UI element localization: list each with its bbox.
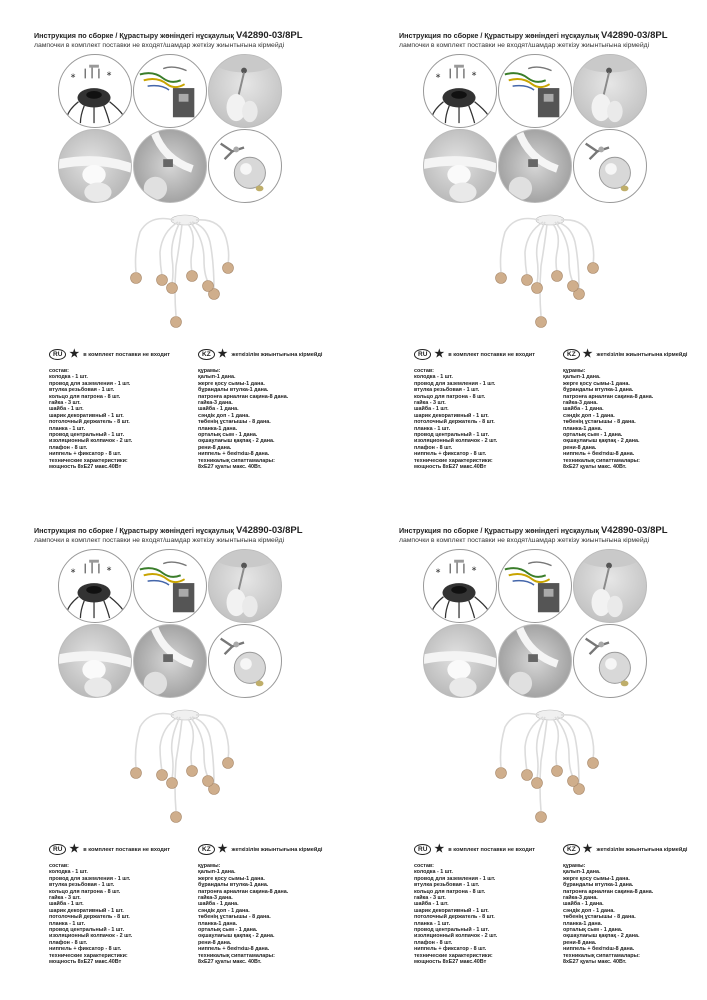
kz-parts-item: планка-1 дана. [198,920,238,927]
ru-parts-item: шайба - 1 шт. [49,901,84,908]
ru-parts-item: кольцо для патрона - 8 шт. [414,393,486,400]
ru-parts-item: провод центральный - 1 шт. [49,432,125,439]
bracket-icon [133,624,207,698]
canopy-closeup-icon [423,129,497,203]
kz-parts-list [198,368,288,471]
kz-parts-item: планка-1 дана. [563,920,603,927]
ru-parts-item: потолочный держатель - 8 шт. [414,419,495,426]
ru-parts-item: планка - 1 шт. [49,425,86,432]
canopy-assembly-icon [423,54,497,128]
title-text: Инструкция по сборке / Құрастыру жөніндегі нұсқаулық [399,526,599,535]
ru-parts-item: изоляционный колпачок - 2 шт. [414,933,498,940]
kz-parts-list [563,863,653,966]
kz-parts-item: төбенің ұстағышы - 8 дана. [198,914,271,921]
kz-parts-item: техникалық сипаттамалары: [198,952,275,959]
ru-parts-item: планка - 1 шт. [49,920,86,927]
kz-parts-item: техникалық сипаттамалары: [563,952,640,959]
kz-parts-item: рени-8 дана. [563,444,597,451]
rod-mount-icon [208,549,282,623]
ru-parts-item: ниппель + фиксатор - 8 шт. [49,946,122,953]
ru-parts-item: кольцо для патрона - 8 шт. [414,888,486,895]
kz-note [198,349,322,360]
kz-parts-item: орталық сым - 1 дана. [198,432,258,439]
wiring-icon [133,549,207,623]
kz-parts-item: сәндік доп - 1 дана. [563,907,615,914]
rod-mount-icon [573,549,647,623]
title-text: Инструкция по сборке / Құрастыру жөніндегі нұсқаулық [34,31,234,40]
ru-parts-list [49,368,132,471]
kz-note-text: жеткізілім жиынтығына кірмейді [231,846,323,853]
ru-parts-item: втулка резьбовая - 1 шт. [414,387,480,394]
canopy-assembly-icon [58,549,132,623]
kz-badge: KZ [198,844,215,855]
kz-badge: KZ [563,844,580,855]
kz-parts-item: ниппель + бекіткіш-8 дана. [563,451,635,458]
ru-parts-item: состав: [414,368,434,374]
ru-parts-item: плафон - 8 шт. [49,939,88,946]
instruction-title [399,30,668,41]
kz-parts-item: ниппель + бекіткіш-8 дана. [198,451,270,458]
asterisk-icon: ★ [582,348,593,360]
ru-parts-item: изоляционный колпачок - 2 шт. [49,438,133,445]
kz-parts-item: шайба - 1 дана. [563,901,604,908]
ru-parts-item: гайка - 3 шт. [49,400,81,407]
kz-parts-item: гайка-3 дана. [198,400,233,407]
instruction-panel [20,20,350,500]
ru-parts-item: мощность 8xE27 макс.40Вт [49,464,122,471]
kz-parts-item: планка-1 дана. [198,425,238,432]
kz-note-text: жеткізілім жиынтығына кірмейді [231,351,323,358]
ru-parts-item: кольцо для патрона - 8 шт. [49,888,121,895]
ru-parts-item: провод центральный - 1 шт. [414,432,490,439]
ru-parts-item: колодка - 1 шт. [49,869,88,876]
asterisk-icon: ★ [582,843,593,855]
kz-parts-item: төбенің ұстағышы - 8 дана. [563,419,636,426]
kz-parts-item: оқшаулағыш қақпақ - 2 дана. [563,933,640,940]
kz-parts-item: бұрандалы втулка-1 дана. [198,882,269,889]
wiring-icon [498,54,572,128]
asterisk-icon: ★ [434,348,445,360]
model-number: V42890-03/8PL [600,30,668,41]
asterisk-icon: ★ [69,348,80,360]
kz-parts-item: сәндік доп - 1 дана. [198,907,250,914]
ru-parts-item: потолочный держатель - 8 шт. [49,419,130,426]
ru-parts-item: изоляционный колпачок - 2 шт. [49,933,133,940]
wiring-icon [498,549,572,623]
kz-parts-item: патронға арналған сақина-8 дана. [198,393,289,400]
kz-note-text: жеткізілім жиынтығына кірмейді [596,351,688,358]
ru-note [414,844,535,855]
kz-parts-item: жерге қосу сымы-1 дана. [198,380,265,387]
ru-parts-item: провод для заземления - 1 шт. [49,380,131,387]
svg-text:*: * [70,567,76,579]
bracket-icon [133,129,207,203]
kz-parts-item: қалып-1 дана. [198,374,236,381]
kz-parts-item: гайка-3 дана. [198,895,233,902]
kz-parts-item: ниппель + бекіткіш-8 дана. [198,946,270,953]
kz-note [563,844,687,855]
ru-parts-item: состав: [414,863,434,869]
ru-badge: RU [49,844,66,855]
ru-parts-list [414,368,497,471]
lamp-socket-icon [573,624,647,698]
canopy-assembly-icon [58,54,132,128]
chandelier-icon [475,707,625,837]
ru-parts-item: шайба - 1 шт. [414,406,449,413]
kz-parts-item: гайка-3 дана. [563,400,598,407]
model-number: V42890-03/8PL [600,525,668,536]
ru-parts-item: мощность 8xE27 макс.40Вт [414,464,487,471]
ru-parts-item: технические характеристики: [414,952,493,959]
ru-parts-item: ниппель + фиксатор - 8 шт. [414,946,487,953]
canopy-closeup-icon [423,624,497,698]
svg-text:*: * [471,565,477,577]
instruction-subtitle: лампочки в комплект поставки не входят/шамдар жеткізу жиынтығына кірмейді [34,537,285,544]
kz-parts-item: құрамы: [563,368,586,374]
ru-note-text: в комплект поставки не входит [83,846,170,853]
instruction-title [34,30,303,41]
asterisk-icon: ★ [434,843,445,855]
ru-parts-item: состав: [49,368,69,374]
kz-parts-item: бұрандалы втулка-1 дана. [198,387,269,394]
ru-parts-item: шарик декоративный - 1 шт. [414,907,489,914]
kz-parts-item: 8xE27 қуаты макс. 40Вт. [198,464,262,471]
ru-parts-item: состав: [49,863,69,869]
kz-parts-list [198,863,288,966]
kz-parts-item: оқшаулағыш қақпақ - 2 дана. [198,438,275,445]
kz-parts-item: орталық сым - 1 дана. [198,927,258,934]
kz-parts-item: орталық сым - 1 дана. [563,927,623,934]
ru-badge: RU [414,349,431,360]
kz-parts-item: гайка-3 дана. [563,895,598,902]
kz-parts-item: төбенің ұстағышы - 8 дана. [563,914,636,921]
instruction-title [34,525,303,536]
ru-parts-item: плафон - 8 шт. [414,444,453,451]
kz-parts-item: шайба - 1 дана. [198,406,239,413]
asterisk-icon: ★ [217,348,228,360]
kz-parts-item: рени-8 дана. [198,444,232,451]
lamp-socket-icon [573,129,647,203]
instruction-panel [385,515,707,995]
svg-text:*: * [106,565,112,577]
ru-parts-item: ниппель + фиксатор - 8 шт. [414,451,487,458]
kz-parts-item: шайба - 1 дана. [563,406,604,413]
ru-parts-item: втулка резьбовая - 1 шт. [49,882,115,889]
kz-note-text: жеткізілім жиынтығына кірмейді [596,846,688,853]
instruction-title [399,525,668,536]
bracket-icon [498,624,572,698]
kz-parts-item: құрамы: [198,368,221,374]
ru-badge: RU [414,844,431,855]
model-number: V42890-03/8PL [235,525,303,536]
svg-text:*: * [435,567,441,579]
ru-parts-item: технические характеристики: [49,952,128,959]
ru-parts-item: плафон - 8 шт. [49,444,88,451]
ru-parts-item: втулка резьбовая - 1 шт. [49,387,115,394]
model-number: V42890-03/8PL [235,30,303,41]
ru-parts-item: плафон - 8 шт. [414,939,453,946]
ru-parts-item: кольцо для патрона - 8 шт. [49,393,121,400]
ru-parts-item: провод центральный - 1 шт. [414,927,490,934]
kz-parts-item: бұрандалы втулка-1 дана. [563,882,634,889]
ru-parts-item: мощность 8xE27 макс.40Вт [49,959,122,966]
chandelier-icon [110,212,260,342]
kz-parts-item: патронға арналған сақина-8 дана. [198,888,289,895]
svg-text:*: * [435,72,441,84]
ru-parts-item: потолочный держатель - 8 шт. [49,914,130,921]
kz-parts-item: қалып-1 дана. [563,869,601,876]
ru-parts-list [49,863,132,966]
ru-parts-list [414,863,497,966]
asterisk-icon: ★ [69,843,80,855]
kz-badge: KZ [563,349,580,360]
canopy-assembly-icon [423,549,497,623]
kz-parts-item: бұрандалы втулка-1 дана. [563,387,634,394]
ru-parts-item: ниппель + фиксатор - 8 шт. [49,451,122,458]
ru-parts-item: планка - 1 шт. [414,425,451,432]
kz-parts-item: қалып-1 дана. [198,869,236,876]
kz-parts-item: сәндік доп - 1 дана. [198,412,250,419]
kz-note [198,844,322,855]
ru-parts-item: колодка - 1 шт. [414,374,453,381]
ru-note [49,349,170,360]
kz-parts-item: техникалық сипаттамалары: [563,457,640,464]
instruction-subtitle: лампочки в комплект поставки не входят/шамдар жеткізу жиынтығына кірмейді [399,42,650,49]
kz-parts-item: оқшаулағыш қақпақ - 2 дана. [198,933,275,940]
ru-parts-item: провод для заземления - 1 шт. [414,875,496,882]
kz-parts-item: рени-8 дана. [198,939,232,946]
ru-parts-item: втулка резьбовая - 1 шт. [414,882,480,889]
kz-parts-item: патронға арналған сақина-8 дана. [563,393,654,400]
ru-parts-item: шарик декоративный - 1 шт. [49,412,124,419]
title-text: Инструкция по сборке / Құрастыру жөніндегі нұсқаулық [399,31,599,40]
kz-parts-item: 8xE27 қуаты макс. 40Вт. [198,959,262,966]
chandelier-icon [110,707,260,837]
kz-parts-item: планка-1 дана. [563,425,603,432]
kz-parts-item: оқшаулағыш қақпақ - 2 дана. [563,438,640,445]
ru-note-text: в комплект поставки не входит [448,351,535,358]
ru-parts-item: колодка - 1 шт. [414,869,453,876]
kz-parts-item: 8xE27 қуаты макс. 40Вт. [563,959,627,966]
kz-parts-item: қалып-1 дана. [563,374,601,381]
instruction-panel [385,20,707,500]
ru-parts-item: провод для заземления - 1 шт. [414,380,496,387]
ru-parts-item: шайба - 1 шт. [49,406,84,413]
ru-note [414,349,535,360]
instruction-subtitle: лампочки в комплект поставки не входят/шамдар жеткізу жиынтығына кірмейді [399,537,650,544]
kz-parts-item: сәндік доп - 1 дана. [563,412,615,419]
instruction-panel [20,515,350,995]
kz-parts-item: төбенің ұстағышы - 8 дана. [198,419,271,426]
rod-mount-icon [573,54,647,128]
kz-parts-item: техникалық сипаттамалары: [198,457,275,464]
ru-note [49,844,170,855]
kz-parts-item: рени-8 дана. [563,939,597,946]
ru-parts-item: планка - 1 шт. [414,920,451,927]
ru-parts-item: шайба - 1 шт. [414,901,449,908]
rod-mount-icon [208,54,282,128]
ru-parts-item: мощность 8xE27 макс.40Вт [414,959,487,966]
kz-parts-item: 8xE27 қуаты макс. 40Вт. [563,464,627,471]
svg-text:*: * [471,70,477,82]
ru-parts-item: провод центральный - 1 шт. [49,927,125,934]
canopy-closeup-icon [58,129,132,203]
ru-parts-item: колодка - 1 шт. [49,374,88,381]
svg-text:*: * [106,70,112,82]
svg-text:*: * [70,72,76,84]
kz-parts-item: ниппель + бекіткіш-8 дана. [563,946,635,953]
canopy-closeup-icon [58,624,132,698]
kz-parts-list [563,368,653,471]
kz-badge: KZ [198,349,215,360]
ru-parts-item: изоляционный колпачок - 2 шт. [414,438,498,445]
ru-parts-item: технические характеристики: [414,457,493,464]
ru-note-text: в комплект поставки не входит [83,351,170,358]
ru-parts-item: шарик декоративный - 1 шт. [49,907,124,914]
ru-parts-item: гайка - 3 шт. [414,400,446,407]
instruction-subtitle: лампочки в комплект поставки не входят/шамдар жеткізу жиынтығына кірмейді [34,42,285,49]
kz-parts-item: жерге қосу сымы-1 дана. [563,875,630,882]
kz-parts-item: орталық сым - 1 дана. [563,432,623,439]
asterisk-icon: ★ [217,843,228,855]
ru-badge: RU [49,349,66,360]
chandelier-icon [475,212,625,342]
kz-parts-item: патронға арналған сақина-8 дана. [563,888,654,895]
ru-parts-item: потолочный держатель - 8 шт. [414,914,495,921]
lamp-socket-icon [208,624,282,698]
kz-note [563,349,687,360]
ru-parts-item: шарик декоративный - 1 шт. [414,412,489,419]
kz-parts-item: құрамы: [563,863,586,869]
ru-parts-item: технические характеристики: [49,457,128,464]
ru-parts-item: гайка - 3 шт. [49,895,81,902]
wiring-icon [133,54,207,128]
bracket-icon [498,129,572,203]
kz-parts-item: жерге қосу сымы-1 дана. [198,875,265,882]
kz-parts-item: құрамы: [198,863,221,869]
ru-parts-item: гайка - 3 шт. [414,895,446,902]
ru-note-text: в комплект поставки не входит [448,846,535,853]
title-text: Инструкция по сборке / Құрастыру жөніндегі нұсқаулық [34,526,234,535]
lamp-socket-icon [208,129,282,203]
kz-parts-item: жерге қосу сымы-1 дана. [563,380,630,387]
kz-parts-item: шайба - 1 дана. [198,901,239,908]
ru-parts-item: провод для заземления - 1 шт. [49,875,131,882]
